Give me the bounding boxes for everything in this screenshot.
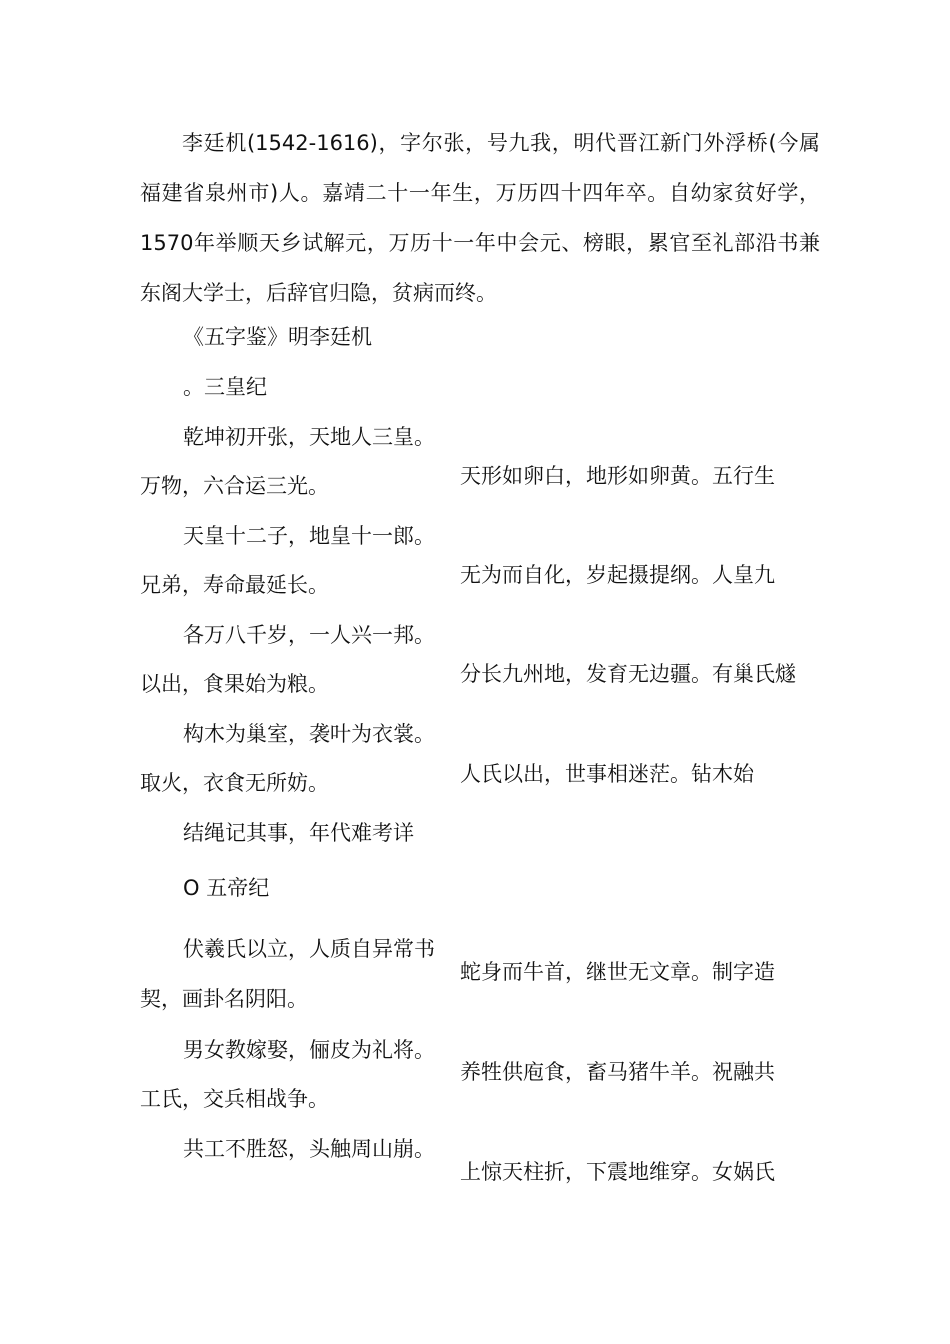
verse-line: 契，画卦名阴阳。 — [140, 987, 308, 1011]
verse-line: 天皇十二子，地皇十一郎。 — [183, 524, 435, 548]
verse-line: 构木为巢室，袭叶为衣裳。 — [183, 722, 435, 746]
verse-line: 各万八千岁，一人兴一邦。 — [183, 623, 435, 647]
verse-line: 结绳记其事，年代难考详 — [183, 821, 414, 845]
verse-line: 万物，六合运三光。 — [140, 474, 329, 498]
verse-line: 无为而自化，岁起摄提纲。人皇九 — [460, 563, 775, 587]
verse-line: 天形如卵白，地形如卵黄。五行生 — [460, 464, 775, 488]
verse-line: 男女教嫁娶，俪皮为礼将。 — [183, 1038, 435, 1062]
verse-line: 分长九州地，发育无边疆。有巢氏燧 — [460, 662, 796, 686]
section-heading-sanhuang: 。三皇纪 — [183, 375, 267, 399]
verse-line: 伏羲氏以立，人质自异常书 — [183, 937, 435, 961]
verse-line: 养牲供庖食，畜马猪牛羊。祝融共 — [460, 1060, 775, 1084]
verse-line: 取火，衣食无所妨。 — [140, 771, 329, 795]
verse-line: 共工不胜怒，头触周山崩。 — [183, 1137, 435, 1161]
intro-paragraph: 李廷机(1542-1616)，字尔张，号九我，明代晋江新门外浮桥(今属福建省泉州市)人。嘉靖二十一年生，万历四十四年卒。自幼家贫好学，1570年举顺天乡试解元，万历十一年中会元、榜眼，累官至礼部沿书兼东阁大学士，后辞官归隐，贫病而终。 — [140, 131, 820, 305]
verse-line: 工氏，交兵相战争。 — [140, 1087, 329, 1111]
verse-line: 蛇身而牛首，继世无文章。制字造 — [460, 960, 775, 984]
verse-line: 人氏以出，世事相迷茫。钻木始 — [460, 762, 754, 786]
verse-line: 以出，食果始为粮。 — [140, 672, 329, 696]
section-heading-wudi: O 五帝纪 — [183, 876, 270, 900]
verse-line: 乾坤初开张，天地人三皇。 — [183, 425, 435, 449]
verse-line: 兄弟，寿命最延长。 — [140, 573, 329, 597]
book-title: 《五字鉴》明李廷机 — [183, 325, 372, 349]
verse-line: 上惊天柱折，下震地维穿。女娲氏 — [460, 1160, 775, 1184]
